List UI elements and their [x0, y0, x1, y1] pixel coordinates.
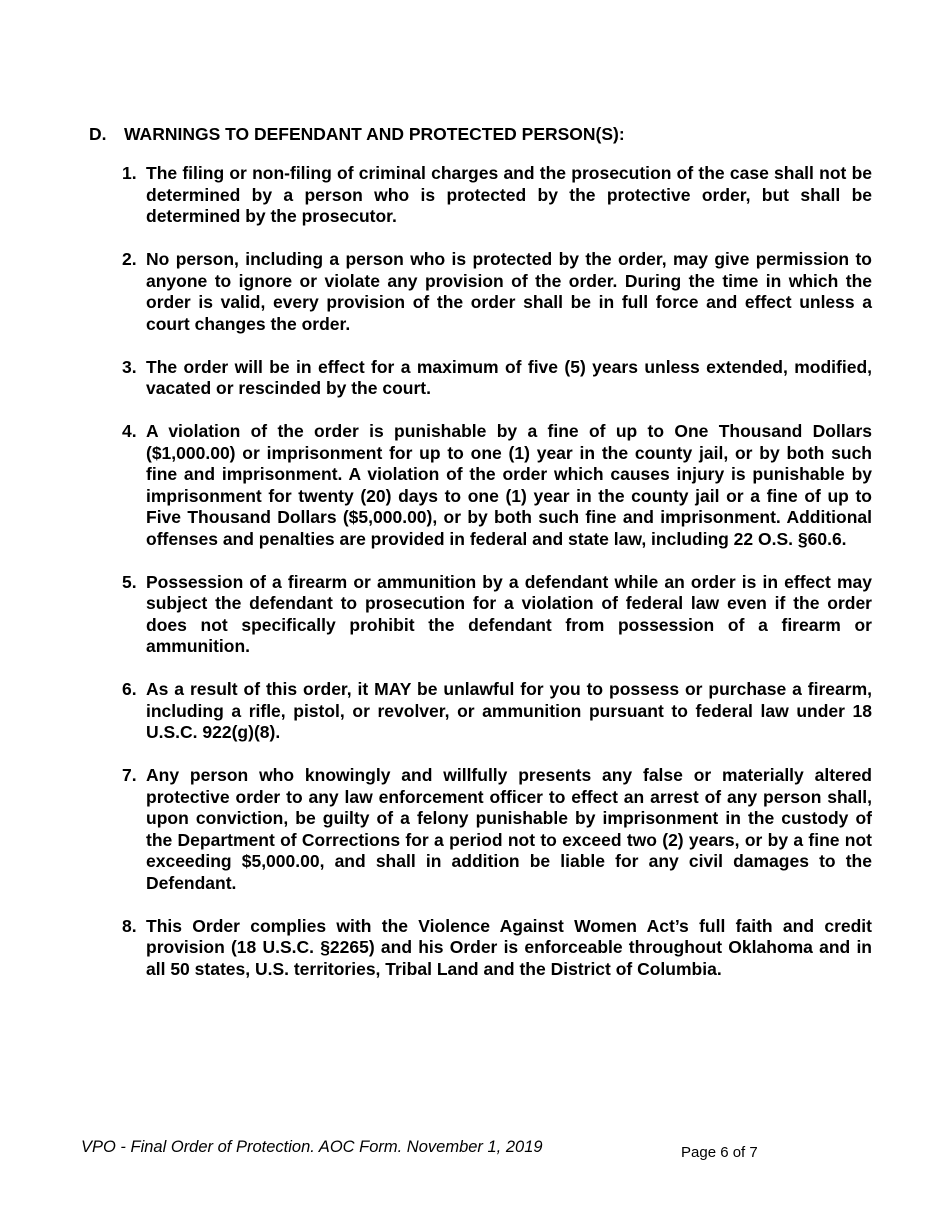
warning-number: 7. [122, 765, 137, 785]
warning-text: Any person who knowingly and willfully presents any false or materially altered protective order to any law enforcement officer to effect an arrest of any person shall, upon conviction, be guilty of a felony punishable by imprisonment in the custody of the Department of Corrections for a period not to exceed two (2) years, or by a fine not exceeding $5,000.00, and shall in addition be liable for any civil damages to the Defendant. [146, 765, 872, 893]
warnings-list [122, 163, 872, 1002]
warning-item [122, 916, 872, 981]
warning-number: 8. [122, 915, 137, 936]
section-letter: D. [89, 124, 107, 144]
section-title: WARNINGS TO DEFENDANT AND PROTECTED PERSON(S): [124, 124, 625, 144]
warning-item [122, 679, 872, 744]
warning-number: 4. [122, 421, 137, 441]
warning-number: 6. [122, 679, 137, 699]
warning-text: No person, including a person who is protected by the order, may give permission to anyone to ignore or violate any provision of the order. During the time in which the order is valid, every provision of the order shall be in full force and effect unless a court changes the order. [146, 249, 872, 334]
warning-number: 2. [122, 249, 137, 269]
warning-text: Possession of a firearm or ammunition by a defendant while an order is in effect may subject the defendant to prosecution for a violation of federal law even if the order does not specifically prohibit the defendant from possession of a firearm or ammunition. [146, 571, 872, 656]
warning-number: 3. [122, 356, 137, 377]
warning-text: A violation of the order is punishable by a fine of up to One Thousand Dollars ($1,000.00) or imprisonment for up to one (1) year in the county jail, or by both such fine and imprisonment. A violation of the order which causes injury is punishable by imprisonment for twenty (20) days to one (1) year in the county jail or a fine of up to Five Thousand Dollars ($5,000.00), or by both such fine and imprisonment. Additional offenses and penalties are provided in federal and state law, including 22 O.S. §60.6. [146, 421, 872, 549]
warning-item [122, 765, 872, 894]
warning-number: 5. [122, 571, 137, 592]
warning-text: As a result of this order, it MAY be unlawful for you to possess or purchase a firearm, including a rifle, pistol, or revolver, or ammunition pursuant to federal law under 18 U.S.C. 922(g)(8). [146, 679, 872, 742]
warning-item [122, 249, 872, 335]
warning-text: The filing or non-filing of criminal charges and the prosecution of the case shall not be determined by a person who is protected by the protective order, but shall be determined by the prosecutor. [146, 163, 872, 226]
warning-number: 1. [122, 163, 137, 183]
warning-item [122, 421, 872, 550]
warning-text: The order will be in effect for a maximum of five (5) years unless extended, modified, vacated or rescinded by the court. [146, 356, 872, 398]
section-heading [89, 124, 625, 145]
warning-item [122, 163, 872, 228]
footer-form-label: VPO - Final Order of Protection. AOC Form. November 1, 2019 [81, 1138, 543, 1156]
warning-item [122, 357, 872, 400]
warning-item [122, 572, 872, 658]
warning-text: This Order complies with the Violence Against Women Act’s full faith and credit provision (18 U.S.C. §2265) and his Order is enforceable throughout Oklahoma and in all 50 states, U.S. territories, Tribal Land and the District of Columbia. [146, 915, 872, 979]
footer-page-number: Page 6 of 7 [681, 1144, 758, 1161]
